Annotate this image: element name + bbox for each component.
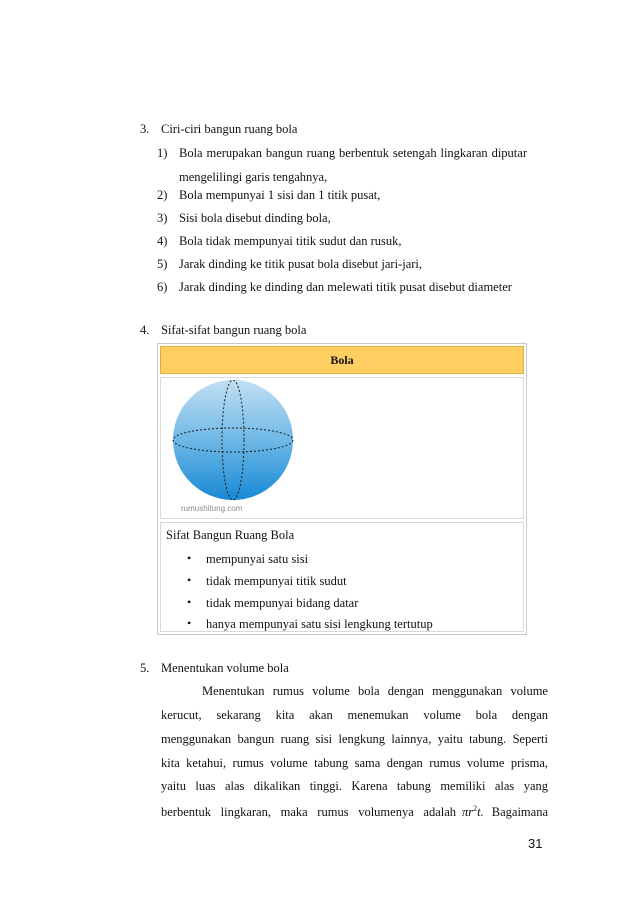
paragraph-line: yaitu luas alas dikalikan tinggi. Karena tabung memiliki alas yang [161,779,548,793]
list-item-text: Jarak dinding ke dinding dan melewati titik pusat disebut diameter [179,280,512,294]
formula-exponent: 2 [473,804,478,813]
table-header: Bola [160,346,524,374]
page-number: 31 [528,836,543,851]
volume-formula [462,801,484,820]
list-item-number: 4) [157,234,168,248]
list-item-text: Sisi bola disebut dinding bola, [179,211,331,225]
bullet-icon: • [187,551,192,565]
list-item-text: Bola mempunyai 1 sisi dan 1 titik pusat, [179,188,381,202]
paragraph-text: Bagaimana [491,805,548,820]
paragraph-line: menggunakan bangun ruang sisi lengkung lainnya, yaitu tabung. Seperti [161,732,548,746]
list-item-text: Jarak dinding ke titik pusat bola disebut jari-jari, [179,257,422,271]
list-item-text: Bola tidak mempunyai titik sudut dan rusuk, [179,234,402,248]
sphere-image-cell [160,377,524,519]
sphere-body [173,380,293,500]
sphere-illustration [167,380,307,515]
property-item: mempunyai satu sisi [206,552,309,566]
bullet-icon: • [187,616,192,630]
properties-title: Sifat Bangun Ruang Bola [166,528,295,542]
paragraph-line: kerucut, sekarang kita akan menemukan volume bola dengan [161,708,548,722]
list-item-number: 6) [157,280,168,294]
image-watermark: rumushitung.com [181,504,243,513]
paragraph-line-with-formula [161,801,548,820]
formula-r: r [468,805,474,820]
properties-cell [160,522,524,632]
section-5-number: 5. [140,661,150,675]
section-4-number: 4. [140,323,150,337]
list-item-number: 5) [157,257,168,271]
bullet-icon: • [187,573,192,587]
bullet-icon: • [187,595,192,609]
formula-pi: π [462,805,469,820]
list-item-text-continued: mengelilingi garis tengahnya, [179,170,328,184]
section-3-title: Ciri-ciri bangun ruang bola [161,122,298,136]
property-item: tidak mempunyai bidang datar [206,596,359,610]
list-item-number: 3) [157,211,168,225]
paragraph-line: Menentukan rumus volume bola dengan menggunakan volume [202,684,548,698]
list-item-number: 1) [157,146,168,160]
section-4-title: Sifat-sifat bangun ruang bola [161,323,307,337]
property-item: tidak mempunyai titik sudut [206,574,347,588]
list-item-number: 2) [157,188,168,202]
list-item-text: Bola merupakan bangun ruang berbentuk setengah lingkaran diputar [179,146,527,160]
section-5-title: Menentukan volume bola [161,661,289,675]
section-3-number: 3. [140,122,150,136]
paragraph-text: berbentuk lingkaran, maka rumus volumenya adalah [161,805,457,820]
formula-t: t. [477,805,484,820]
sphere-properties-table [157,343,527,635]
property-item: hanya mempunyai satu sisi lengkung tertutup [206,617,433,631]
paragraph-line: kita ketahui, rumus volume tabung sama dengan rumus volume prisma, [161,756,548,770]
